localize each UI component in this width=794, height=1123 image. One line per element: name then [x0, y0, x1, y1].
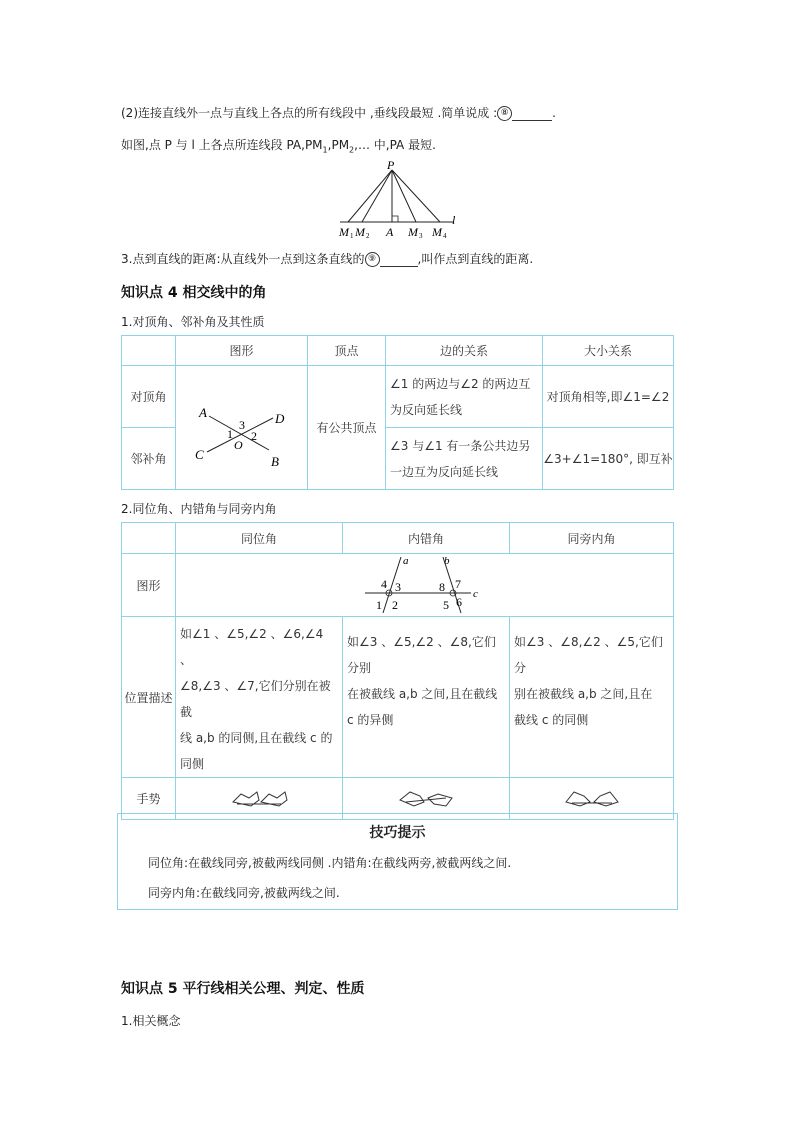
svg-text:1: 1: [226, 427, 233, 441]
tip-line-2: 同旁内角:在截线同旁,被截两线之间.: [148, 886, 340, 900]
transversal-angles-table: [121, 522, 674, 820]
answer-blank-9[interactable]: [380, 252, 418, 267]
tip-line-1: 同位角:在截线同旁,被截两线同侧 .内错角:在截线两旁,被截两线之间.: [148, 856, 512, 870]
header-same-side-interior: 同旁内角: [510, 523, 674, 554]
svg-text:D: D: [274, 411, 284, 426]
label-M4: M: [432, 225, 442, 239]
header-alternate-interior: 内错角: [343, 523, 510, 554]
svg-text:2: 2: [250, 429, 257, 443]
section-heading-4: 知识点 4 相交线中的角: [121, 285, 267, 301]
section-heading-5: 知识点 5 平行线相关公理、判定、性质: [121, 981, 365, 997]
tip-title: 技巧提示: [369, 825, 426, 841]
svg-text:B: B: [270, 454, 279, 466]
subsection-label-1: 1.对顶角、邻补角及其性质: [121, 315, 265, 329]
header-figure: 图形: [176, 336, 308, 366]
svg-text:3: 3: [419, 232, 423, 240]
svg-text:2: 2: [366, 232, 370, 240]
cell-desc-same-side: 如∠3 、∠8,∠2 、∠5,它们分 别在被截线 a,b 之间,且在 截线 c 的同侧: [510, 617, 674, 778]
label-M3: M: [408, 225, 418, 239]
transversal-figure: [355, 555, 495, 615]
hand-gesture-corresponding-icon: [229, 784, 289, 810]
row-label-gesture: 手势: [122, 778, 176, 820]
svg-text:A: A: [198, 405, 207, 420]
header-vertex: 顶点: [308, 336, 386, 366]
cell-common-vertex: 有公共顶点: [308, 366, 386, 490]
cell-transversal-figure: [176, 554, 674, 617]
label-P: P: [387, 158, 395, 172]
statement-figure-explanation: 如图,点 P 与 l 上各点所连线段 $PA,PM_1,PM_2,\dots$ 中,PA 最短.: [121, 138, 436, 155]
cell-desc-alternate: 如∠3 、∠5,∠2 、∠8,它们分别 在被截线 a,b 之间,且在截线 c 的异侧: [343, 617, 510, 778]
perpendicular-figure: [330, 158, 470, 240]
header-side-relation: 边的关系: [386, 336, 543, 366]
subsection-label-concepts: 1.相关概念: [121, 1014, 181, 1028]
svg-text:6: 6: [455, 595, 462, 609]
blank-number-8: ⑧: [497, 106, 512, 121]
svg-text:4: 4: [443, 232, 447, 240]
vertical-adjacent-angles-table: [121, 335, 674, 490]
cell-side-relation-2: ∠3 与∠1 有一条公共边另 一边互为反向延长线: [386, 428, 543, 490]
svg-text:c: c: [472, 588, 478, 600]
label-M1: M: [339, 225, 349, 239]
svg-text:O: O: [233, 438, 243, 452]
row-label-adjacent-angles: 邻补角: [122, 428, 176, 490]
statement-point-line-distance: 3.点到直线的距离:从直线外一点到这条直线的 ⑨ ,叫作点到直线的距离.: [121, 252, 534, 266]
svg-text:3: 3: [238, 418, 245, 432]
statement-perpendicular-shortest: (2)连接直线外一点与直线上各点的所有线段中 ,垂线段最短 .简单说成 : ⑧ .: [121, 106, 556, 120]
svg-text:7: 7: [454, 577, 461, 591]
header-corresponding: 同位角: [176, 523, 343, 554]
svg-text:8: 8: [438, 580, 445, 594]
cell-intersecting-lines-figure: [176, 366, 308, 490]
svg-text:1: 1: [350, 232, 354, 240]
row-label-position: 位置描述: [122, 617, 176, 778]
answer-blank-8[interactable]: [512, 106, 552, 121]
svg-text:a: a: [402, 555, 408, 567]
svg-text:1: 1: [375, 598, 382, 612]
tip-box: [117, 813, 678, 910]
intersecting-lines-figure: [187, 386, 297, 466]
cell-side-relation-1: ∠1 的两边与∠2 的两边互 为反向延长线: [386, 366, 543, 428]
svg-text:4: 4: [380, 577, 387, 591]
label-l: l: [452, 213, 456, 227]
hand-gesture-same-side-icon: [562, 784, 622, 810]
subsection-label-2: 2.同位角、内错角与同旁内角: [121, 502, 277, 516]
label-A: A: [386, 225, 394, 239]
cell-desc-corresponding: 如∠1 、∠5,∠2 、∠6,∠4 、 ∠8,∠3 、∠7,它们分别在被截 线 a,b 的同侧,且在截线 c 的 同侧: [176, 617, 343, 778]
svg-text:b: b: [443, 555, 449, 567]
svg-text:5: 5: [442, 598, 449, 612]
blank-number-9: ⑨: [365, 252, 380, 267]
header-size-relation: 大小关系: [543, 336, 674, 366]
svg-text:2: 2: [391, 598, 398, 612]
cell-size-relation-1: 对顶角相等,即∠1=∠2: [543, 366, 674, 428]
cell-size-relation-2: ∠3+∠1=180°, 即互补: [543, 428, 674, 490]
svg-text:C: C: [194, 447, 204, 462]
hand-gesture-alternate-icon: [396, 784, 456, 810]
row-label-figure: 图形: [122, 554, 176, 617]
row-label-vertical-angles: 对顶角: [122, 366, 176, 428]
svg-text:3: 3: [394, 580, 401, 594]
label-M2: M: [355, 225, 365, 239]
